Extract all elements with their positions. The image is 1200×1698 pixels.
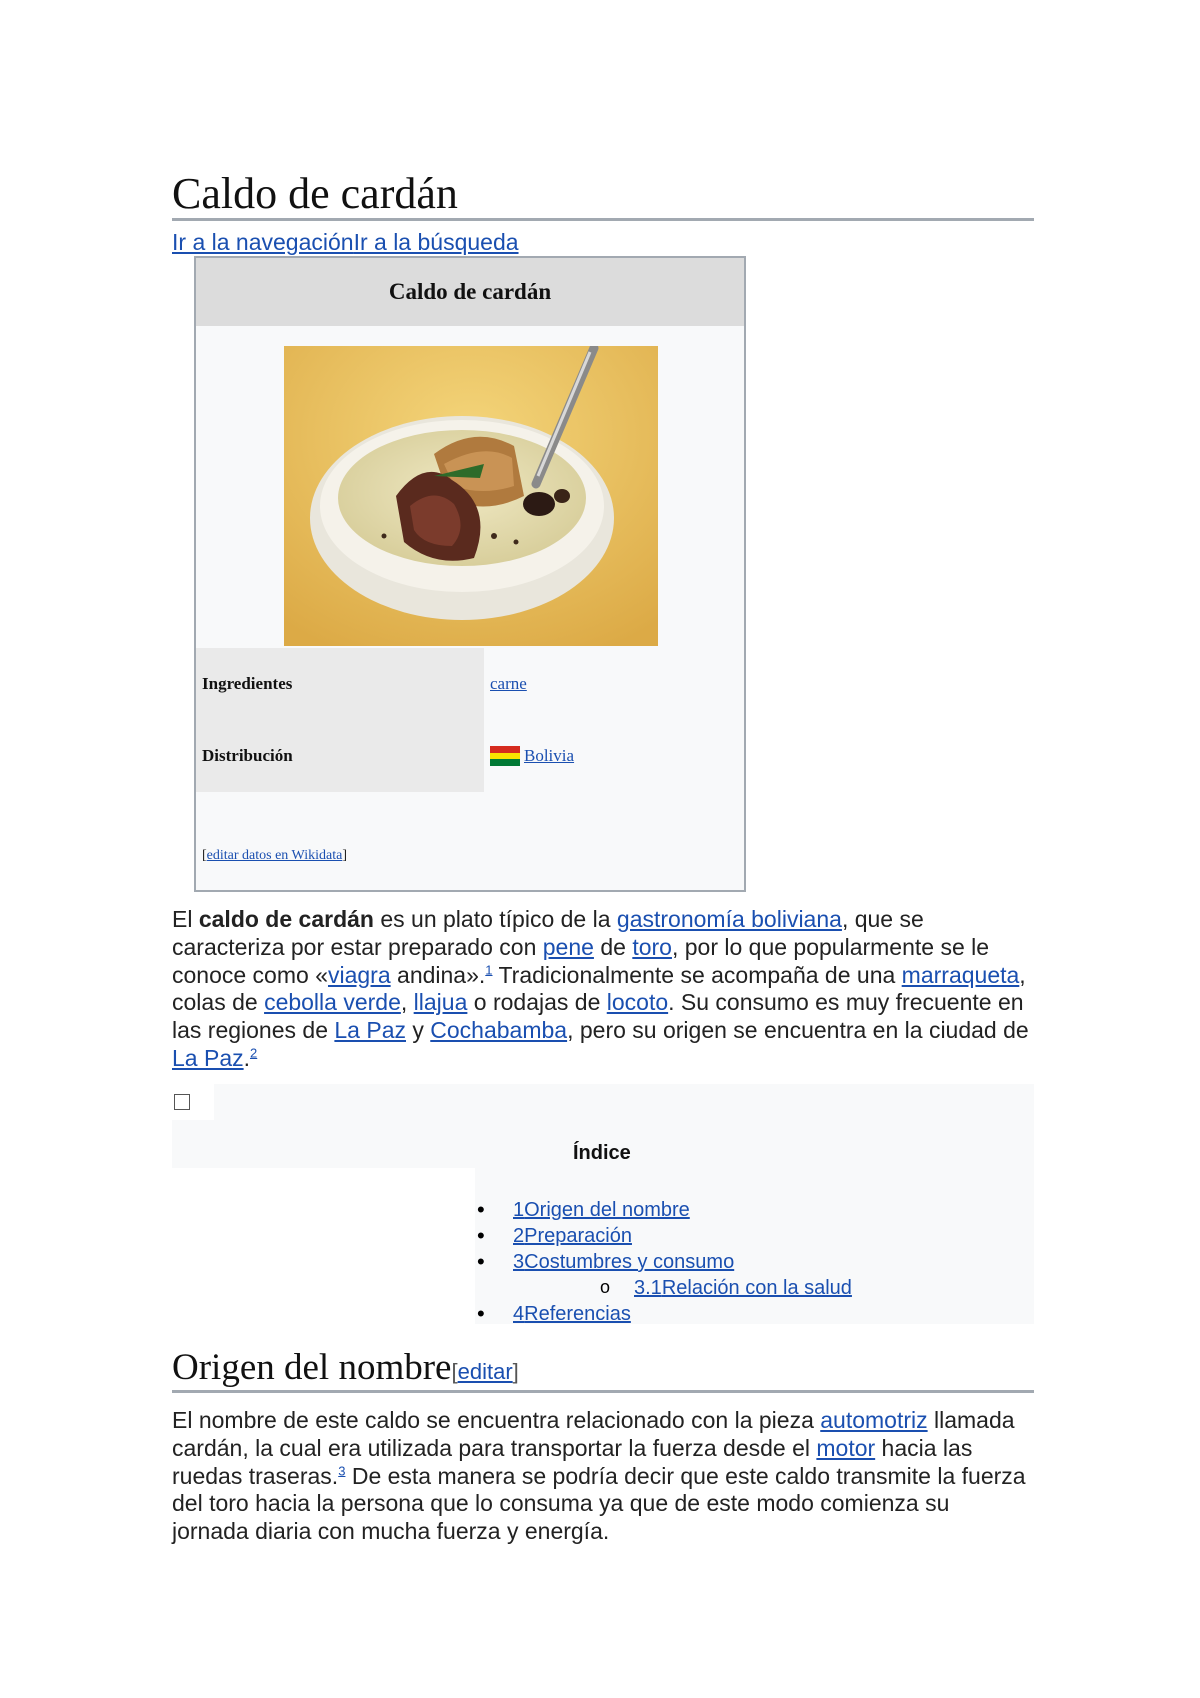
- la-paz-link[interactable]: La Paz: [334, 1017, 406, 1044]
- section-divider: [172, 1390, 1034, 1393]
- infobox-label-distribution: Distribución: [196, 720, 484, 792]
- bullet-icon: •: [477, 1223, 485, 1248]
- edit-wikidata-link[interactable]: editar datos en Wikidata: [206, 848, 343, 863]
- dish-photo[interactable]: [284, 346, 658, 646]
- toc-item-3-1[interactable]: o 3.1Relación con la salud: [600, 1277, 852, 1299]
- toc-title: Índice: [573, 1142, 631, 1164]
- wikidata-edit: [editar datos en Wikidata]: [202, 848, 347, 863]
- bullet-icon: •: [477, 1197, 485, 1222]
- cochabamba-link[interactable]: Cochabamba: [430, 1017, 568, 1044]
- cebolla-verde-link[interactable]: cebolla verde: [264, 989, 401, 1016]
- motor-link[interactable]: motor: [816, 1434, 876, 1461]
- marraqueta-link[interactable]: marraqueta: [901, 961, 1020, 988]
- infobox: [194, 256, 746, 892]
- jump-to-search-link[interactable]: Ir a la búsqueda: [353, 229, 519, 255]
- ref-3-link[interactable]: 3: [338, 1462, 346, 1478]
- origen-paragraph: El nombre de este caldo se encuentra relacionado con la pieza automotriz llamada cardán, la cual era utilizada para transportar la fuerza desde el motor hacia las ruedas traseras.$^3$ De esta manera se podría decir que este caldo transmite la fuerza del toro hacia la persona que lo consuma ya que de este modo comienza su jornada diaria con mucha fuerza y energía.: [172, 1407, 1026, 1545]
- infobox-label-ingredients: Ingredientes: [196, 648, 484, 720]
- infobox-title: Caldo de cardán: [196, 258, 744, 326]
- toc-toggle-checkbox[interactable]: [174, 1094, 190, 1110]
- infobox-value-distribution: [490, 720, 574, 792]
- bullet-icon: •: [477, 1301, 485, 1326]
- locoto-link[interactable]: locoto: [606, 989, 669, 1016]
- toc-item-4[interactable]: • 4Referencias: [477, 1301, 631, 1326]
- bullet-icon: •: [477, 1249, 485, 1274]
- toro-link[interactable]: toro: [632, 933, 672, 960]
- ref-2-link[interactable]: 2: [250, 1045, 258, 1061]
- jump-links: [172, 228, 519, 256]
- edit-section-link[interactable]: [editar]: [451, 1359, 519, 1384]
- automotriz-link[interactable]: automotriz: [820, 1407, 928, 1433]
- bold-term: caldo de cardán: [198, 906, 374, 932]
- toc-item-3[interactable]: • 3Costumbres y consumo: [477, 1249, 735, 1274]
- la-paz-link-2[interactable]: La Paz: [172, 1044, 244, 1071]
- bolivia-flag-icon: [490, 746, 520, 766]
- title-divider: [172, 218, 1034, 221]
- jump-to-navigation-link[interactable]: Ir a la navegación: [172, 229, 354, 255]
- toc-item-1[interactable]: • 1Origen del nombre: [477, 1197, 690, 1222]
- bolivia-link[interactable]: Bolivia: [524, 746, 575, 765]
- infobox-value-ingredients: [490, 648, 527, 720]
- intro-paragraph: El caldo de cardán es un plato típico de la gastronomía boliviana, que se caracteriza por estar preparado con pene de toro, por lo que popularmente se le conoce como «viagra andina».$^1$ Tradicionalmente se acompaña de una marraqueta, colas de cebolla verde, llajua o rodajas de locoto. Su consumo es muy frecuente en las regiones de La Paz y Cochabamba, pero su origen se encuentra en la ciudad de La Paz.$^2$: [172, 906, 1029, 1071]
- pene-link[interactable]: pene: [542, 933, 594, 960]
- carne-link[interactable]: carne: [490, 674, 527, 693]
- toc-item-2[interactable]: • 2Preparación: [477, 1223, 632, 1248]
- viagra-link[interactable]: viagra: [327, 961, 391, 988]
- page-title: Caldo de cardán: [172, 169, 458, 218]
- ref-1-link[interactable]: 1: [485, 961, 493, 977]
- llajua-link[interactable]: llajua: [413, 989, 468, 1016]
- gastronomia-link[interactable]: gastronomía boliviana: [616, 906, 842, 932]
- section-heading-origen: Origen del nombre[editar]: [172, 1347, 519, 1388]
- hollow-bullet-icon: o: [600, 1277, 611, 1297]
